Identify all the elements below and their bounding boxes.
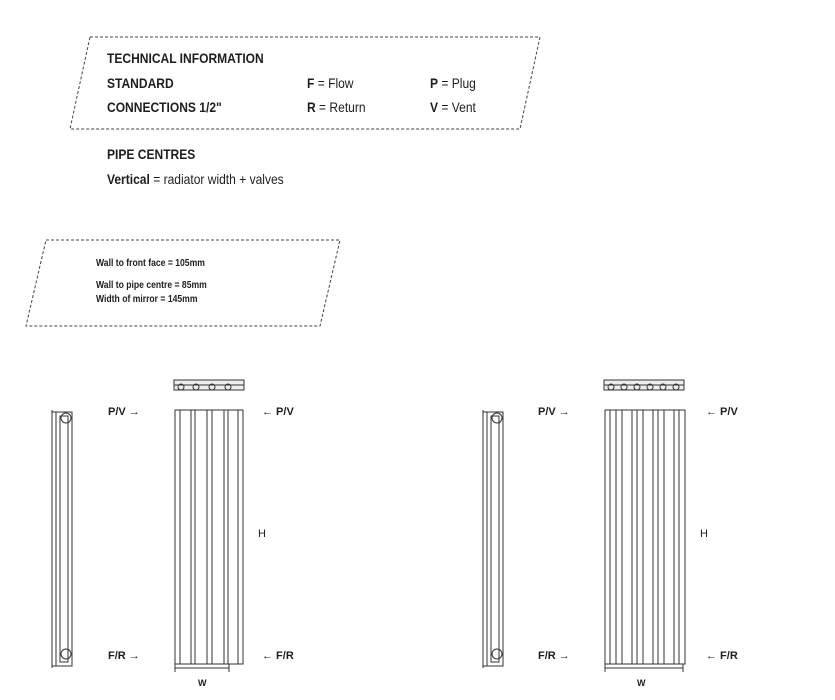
- right-pv-label-out: ← P/V: [706, 406, 738, 418]
- left-pv-label-in: P/V →: [108, 406, 140, 418]
- right-side-view: [483, 410, 503, 668]
- right-fr-label-out: ← F/R: [706, 650, 738, 662]
- tech-info-title: TECHNICAL INFORMATION: [107, 50, 264, 66]
- legend-vent-value: = Vent: [441, 99, 476, 115]
- right-fr-label-in: F/R →: [538, 650, 570, 662]
- legend-plug: [430, 75, 476, 91]
- legend-plug-key: P: [430, 75, 439, 91]
- connections-label: CONNECTIONS 1/2": [107, 99, 222, 115]
- wall-to-pipe-centre: Wall to pipe centre = 85mm: [96, 280, 207, 291]
- right-height-label: H: [700, 528, 708, 540]
- legend-plug-value: = Plug: [441, 75, 476, 91]
- left-pv-label-out: ← P/V: [262, 406, 294, 418]
- left-width-label: W: [198, 678, 207, 688]
- left-fr-label-out: ← F/R: [262, 650, 294, 662]
- legend-return-key: R: [307, 99, 316, 115]
- left-fr-label-in: F/R →: [108, 650, 140, 662]
- right-top-view: [604, 380, 684, 390]
- pipe-centres-title: PIPE CENTRES: [107, 146, 196, 162]
- left-top-view: [174, 380, 244, 390]
- standard-label: STANDARD: [107, 75, 174, 91]
- legend-vent: [430, 99, 476, 115]
- legend-flow: [307, 75, 354, 91]
- legend-flow-value: = Flow: [317, 75, 354, 91]
- legend-vent-key: V: [430, 99, 439, 115]
- wall-to-front-face: Wall to front face = 105mm: [96, 258, 205, 269]
- width-of-mirror: Width of mirror = 145mm: [96, 294, 198, 305]
- right-width-label: W: [637, 678, 646, 688]
- left-front-view: [175, 410, 243, 672]
- pipe-centres-vertical: [107, 171, 284, 187]
- vertical-value: = radiator width + valves: [153, 171, 284, 187]
- right-front-view: [605, 410, 685, 672]
- legend-flow-key: F: [307, 75, 315, 91]
- legend-return: [307, 99, 366, 115]
- left-height-label: H: [258, 528, 266, 540]
- legend-return-value: = Return: [319, 99, 366, 115]
- vertical-key: Vertical: [107, 171, 150, 187]
- left-side-view: [52, 410, 72, 668]
- right-pv-label-in: P/V →: [538, 406, 570, 418]
